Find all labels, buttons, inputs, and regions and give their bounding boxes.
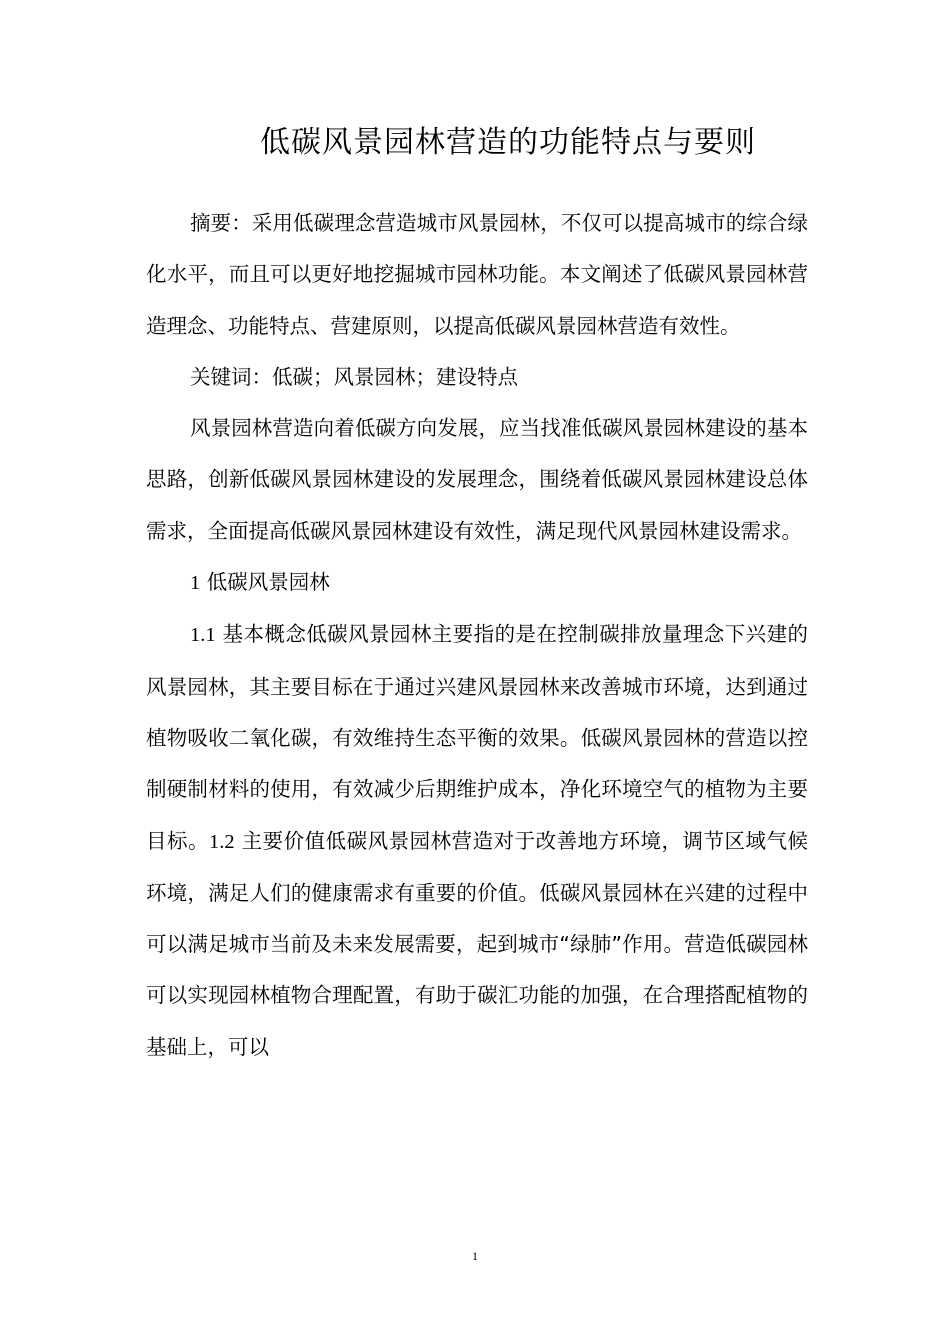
subsection-1-1-number: 1.1 (190, 624, 216, 647)
document-title: 低碳风景园林营造的功能特点与要则 (260, 125, 756, 160)
document-body (146, 198, 808, 1073)
intro-paragraph: 风景园林营造向着低碳方向发展，应当找准低碳风景园林建设的基本思路，创新低碳风景园林建设的发展理念，围绕着低碳风景园林建设总体需求，全面提高低碳风景园林建设有效性，满足现代风景园林建设需求。 (146, 416, 808, 543)
subsection-1-1-text: 基本概念低碳风景园林主要指的是在控制碳排放量理念下兴建的风景园林，其主要目标在于通过兴建风景园林来改善城市环境，达到通过植物吸收二氧化碳，有效维持生态平衡的效果。低碳风景园林的营造以控制硬制材料的使用，有效减少后期维护成本，净化环境空气的植物为主要目标。 (146, 622, 808, 853)
keywords-paragraph: 关键词：低碳；风景园林；建设特点 (190, 364, 518, 389)
subsection-1-2-text: 主要价值低碳风景园林营造对于改善地方环境，调节区域气候环境，满足人们的健康需求有重要的价值。低碳风景园林在兴建的过程中可以满足城市当前及未来发展需要，起到城市“绿肺”作用。营造低碳园林可以实现园林植物合理配置，有助于碳汇功能的加强，在合理搭配植物的基础上，可以 (146, 828, 809, 1059)
page-number: 1 (472, 1249, 478, 1263)
section-1-1-paragraph (146, 609, 808, 1073)
section-1-heading (146, 557, 808, 609)
abstract-paragraph: 摘要：采用低碳理念营造城市风景园林，不仅可以提高城市的综合绿化水平，而且可以更好地挖掘城市园林功能。本文阐述了低碳风景园林营造理念、功能特点、营建原则，以提高低碳风景园林营造有效性。 (146, 211, 808, 338)
section-1-number: 1 (190, 572, 201, 595)
subsection-1-2-number: 1.2 (209, 830, 235, 853)
section-1-title: 低碳风景园林 (200, 570, 330, 595)
